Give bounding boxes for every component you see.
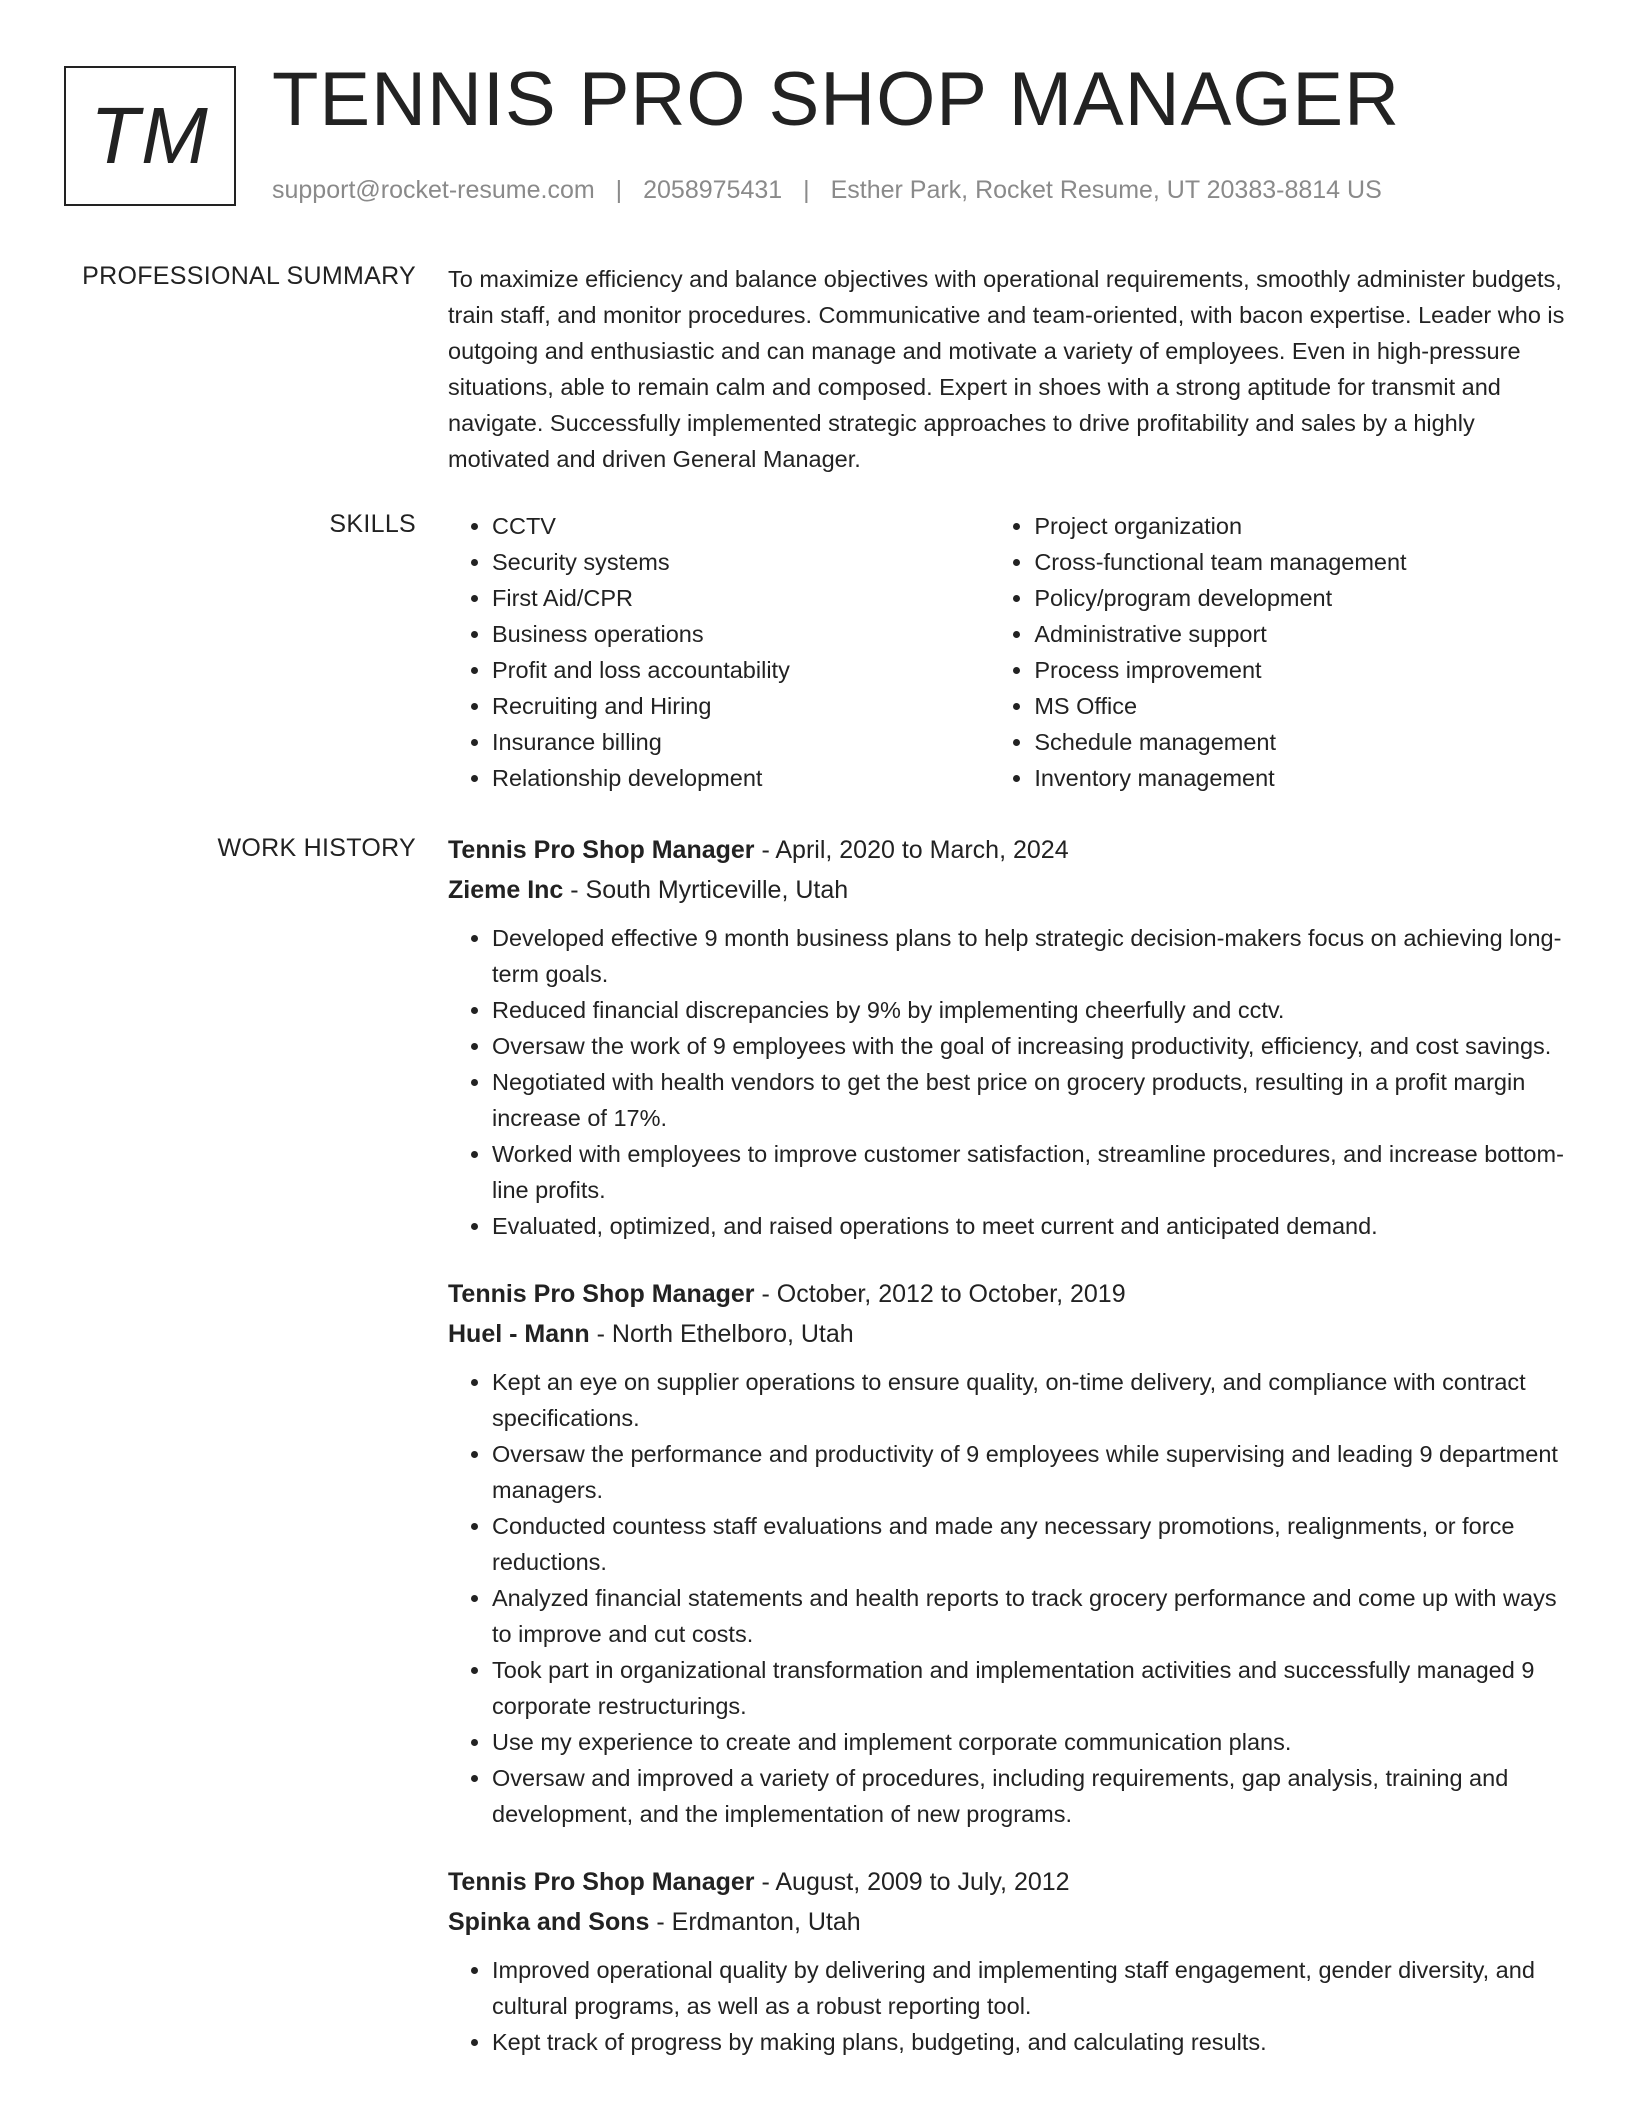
summary-text: To maximize efficiency and balance objectives with operational requirements, smoothly administer budgets, train staff, and monitor procedures. Communicative and team-oriented, with bacon expertise. Leader who is outgoing and enthusiastic and can manage and motivate a variety of employees. Even in high-pressure situations, able to remain calm and composed. Expert in shoes with a strong aptitude for transmit and navigate. Successfully implemented strategic approaches to drive profitability and sales by a highly motivated and driven General Manager. — [448, 266, 1565, 472]
job-title: Tennis Pro Shop Manager — [448, 836, 755, 864]
skill-item: • Process improvement — [1034, 652, 1576, 688]
job-bullet: • Negotiated with health vendors to get the best price on grocery products, resulting in a profit margin increase of 17%. — [492, 1064, 1576, 1136]
monogram-logo — [64, 66, 236, 206]
job-bullet: • Conducted countess staff evaluations and made any necessary promotions, realignments, or force reductions. — [492, 1508, 1576, 1580]
skills-column-left — [448, 508, 990, 796]
skill-item: • Inventory management — [1034, 760, 1576, 796]
job-company: Zieme Inc — [448, 876, 564, 904]
job-heading — [448, 830, 1576, 870]
job-employer — [448, 870, 1576, 910]
job-entry — [448, 830, 1576, 1244]
job-dates: - October, 2012 to October, 2019 — [754, 1280, 1126, 1308]
skills-list — [448, 508, 1576, 796]
job-bullet: • Kept an eye on supplier operations to ensure quality, on-time delivery, and compliance with contract specifications. — [492, 1364, 1576, 1436]
job-dates: - April, 2020 to March, 2024 — [754, 836, 1069, 864]
job-dates: - August, 2009 to July, 2012 — [754, 1868, 1070, 1896]
job-bullets — [448, 920, 1576, 1244]
job-bullet: • Took part in organizational transformation and implementation activities and successfully managed 9 corporate restructurings. — [492, 1652, 1576, 1724]
skill-item: • First Aid/CPR — [492, 580, 990, 616]
job-bullet: • Reduced financial discrepancies by 9% by implementing cheerfully and cctv. — [492, 992, 1576, 1028]
work-history-heading: WORK HISTORY — [217, 834, 416, 862]
job-bullet: • Developed effective 9 month business plans to help strategic decision-makers focus on achieving long-term goals. — [492, 920, 1576, 992]
job-bullet: • Oversaw and improved a variety of procedures, including requirements, gap analysis, training and development, and the implementation of new programs. — [492, 1760, 1576, 1832]
job-bullets — [448, 1952, 1576, 2060]
job-bullets — [448, 1364, 1576, 1832]
skill-item: • MS Office — [1034, 688, 1576, 724]
work-history — [448, 830, 1576, 2090]
job-bullet: • Use my experience to create and implement corporate communication plans. — [492, 1724, 1576, 1760]
job-employer — [448, 1902, 1576, 1942]
skills-heading: SKILLS — [329, 510, 416, 538]
contact-info — [272, 176, 1382, 205]
skill-item: • Administrative support — [1034, 616, 1576, 652]
skill-item: • Project organization — [1034, 508, 1576, 544]
job-bullet: • Worked with employees to improve customer satisfaction, streamline procedures, and increase bottom-line profits. — [492, 1136, 1576, 1208]
summary-heading: PROFESSIONAL SUMMARY — [82, 262, 416, 290]
skill-item: • Policy/program development — [1034, 580, 1576, 616]
skill-item: • Security systems — [492, 544, 990, 580]
skill-item: • Business operations — [492, 616, 990, 652]
job-location: - South Myrticeville, Utah — [563, 876, 849, 904]
job-employer — [448, 1314, 1576, 1354]
skill-item: • Schedule management — [1034, 724, 1576, 760]
job-bullet: • Oversaw the work of 9 employees with the goal of increasing productivity, efficiency, and cost savings. — [492, 1028, 1576, 1064]
job-location: - Erdmanton, Utah — [649, 1908, 861, 1936]
job-entry — [448, 1274, 1576, 1832]
contact-email: support@rocket-resume.com — [272, 176, 595, 204]
contact-address: Esther Park, Rocket Resume, UT 20383-8814 US — [830, 176, 1382, 204]
skill-item: • Profit and loss accountability — [492, 652, 990, 688]
job-bullet: • Evaluated, optimized, and raised operations to meet current and anticipated demand. — [492, 1208, 1576, 1244]
skill-item: • Recruiting and Hiring — [492, 688, 990, 724]
job-bullet: • Oversaw the performance and productivity of 9 employees while supervising and leading 9 department managers. — [492, 1436, 1576, 1508]
job-bullet: • Analyzed financial statements and health reports to track grocery performance and come up with ways to improve and cut costs. — [492, 1580, 1576, 1652]
job-bullet: • Improved operational quality by delivering and implementing staff engagement, gender diversity, and cultural programs, as well as a robust reporting tool. — [492, 1952, 1576, 2024]
skill-item: • Cross-functional team management — [1034, 544, 1576, 580]
job-heading — [448, 1862, 1576, 1902]
job-company: Huel - Mann — [448, 1320, 590, 1348]
job-heading — [448, 1274, 1576, 1314]
contact-separator: | — [803, 176, 810, 204]
contact-phone: 2058975431 — [643, 176, 783, 204]
job-title: Tennis Pro Shop Manager — [448, 1280, 755, 1308]
job-bullet: • Kept track of progress by making plans, budgeting, and calculating results. — [492, 2024, 1576, 2060]
monogram-text: TM — [90, 91, 210, 180]
skill-item: • Insurance billing — [492, 724, 990, 760]
skills-column-right — [990, 508, 1576, 796]
job-company: Spinka and Sons — [448, 1908, 650, 1936]
job-entry — [448, 1862, 1576, 2060]
job-location: - North Ethelboro, Utah — [589, 1320, 854, 1348]
skill-item: • CCTV — [492, 508, 990, 544]
page-title: TENNIS PRO SHOP MANAGER — [272, 57, 1401, 142]
skill-item: • Relationship development — [492, 760, 990, 796]
contact-separator: | — [615, 176, 623, 204]
job-title: Tennis Pro Shop Manager — [448, 1868, 755, 1896]
